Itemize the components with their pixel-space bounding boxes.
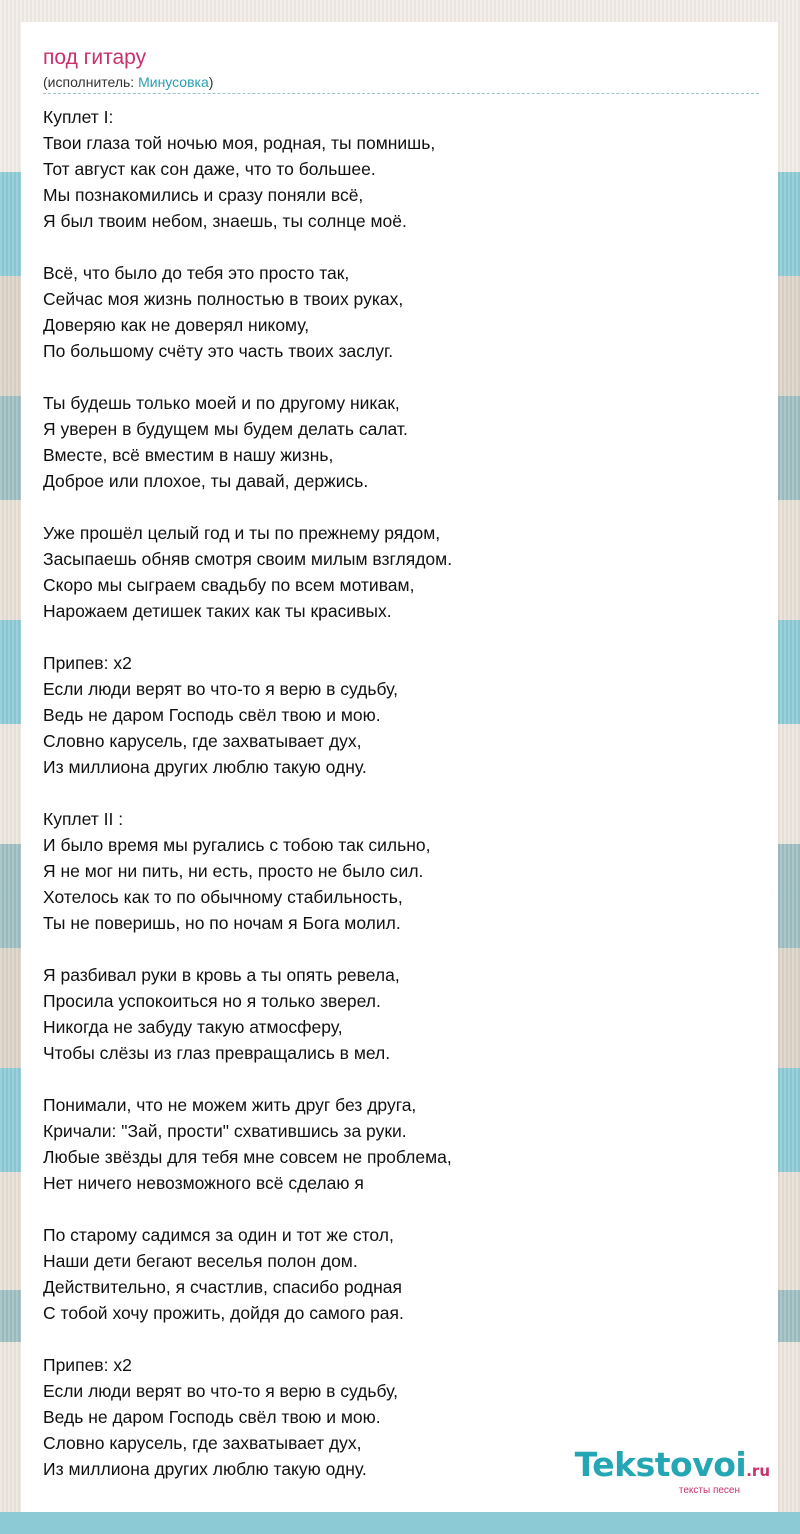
stanza-gap	[43, 494, 763, 520]
lyric-line: Сейчас моя жизнь полностью в твоих руках,	[43, 289, 404, 309]
lyric-line: Кричали: "Зай, прости" схватившись за руки.	[43, 1121, 407, 1141]
lyric-line: С тобой хочу прожить, дойдя до самого рая.	[43, 1303, 404, 1323]
lyric-line: Припев: x2	[43, 653, 132, 673]
bottom-stripe	[0, 1512, 800, 1534]
lyric-line: Доверяю как не доверял никому,	[43, 315, 310, 335]
lyric-line: Если люди верят во что-то я верю в судьбу,	[43, 1381, 398, 1401]
lyric-line: Вместе, всё вместим в нашу жизнь,	[43, 445, 334, 465]
logo-domain: .ru	[746, 1462, 770, 1480]
lyric-line: Если люди верят во что-то я верю в судьбу,	[43, 679, 398, 699]
header-divider	[43, 93, 759, 94]
performer-line	[43, 73, 213, 91]
stanza-gap	[43, 234, 763, 260]
lyric-line: Из миллиона других люблю такую одну.	[43, 1459, 367, 1479]
lyric-line: Твои глаза той ночью моя, родная, ты помнишь,	[43, 133, 436, 153]
lyric-line: Ведь не даром Господь свёл твою и мою.	[43, 1407, 381, 1427]
lyric-line: Я разбивал руки в кровь а ты опять ревела,	[43, 965, 400, 985]
lyric-line: Ты будешь только моей и по другому никак,	[43, 393, 400, 413]
lyric-line: Куплет I:	[43, 107, 114, 127]
lyric-line: Я уверен в будущем мы будем делать салат.	[43, 419, 408, 439]
lyric-line: Я не мог ни пить, ни есть, просто не было сил.	[43, 861, 424, 881]
lyric-line: Любые звёзды для тебя мне совсем не проблема,	[43, 1147, 452, 1167]
stanza-gap	[43, 780, 763, 806]
stanza-gap	[43, 624, 763, 650]
lyric-line: Нарожаем детишек таких как ты красивых.	[43, 601, 392, 621]
logo-wordmark	[575, 1447, 770, 1489]
lyric-line: Припев: x2	[43, 1355, 132, 1375]
lyrics-card	[21, 22, 778, 1512]
lyric-line: Всё, что было до тебя это просто так,	[43, 263, 350, 283]
lyric-line: Просила успокоиться но я только зверел.	[43, 991, 381, 1011]
lyric-line: Ведь не даром Господь свёл твою и мою.	[43, 705, 381, 725]
lyric-line: Скоро мы сыграем свадьбу по всем мотивам,	[43, 575, 415, 595]
stanza-gap	[43, 936, 763, 962]
lyric-line: По старому садимся за один и тот же стол,	[43, 1225, 394, 1245]
lyric-line: Тот август как сон даже, что то большее.	[43, 159, 376, 179]
performer-prefix: (исполнитель:	[43, 74, 139, 90]
lyrics-text	[43, 104, 763, 1482]
lyric-line: Понимали, что не можем жить друг без друга,	[43, 1095, 417, 1115]
stanza-gap	[43, 364, 763, 390]
logo-tagline: тексты песен	[678, 1485, 740, 1496]
lyric-line: Действительно, я счастлив, спасибо родная	[43, 1277, 403, 1297]
lyric-line: По большому счёту это часть твоих заслуг.	[43, 341, 394, 361]
lyric-line: Словно карусель, где захватывает дух,	[43, 1433, 362, 1453]
lyric-line: Чтобы слёзы из глаз превращались в мел.	[43, 1043, 391, 1063]
lyric-line: Из миллиона других люблю такую одну.	[43, 757, 367, 777]
lyric-line: Наши дети бегают веселья полон дом.	[43, 1251, 358, 1271]
lyric-line: Куплет II :	[43, 809, 124, 829]
site-logo[interactable]	[575, 1447, 770, 1497]
lyric-line: И было время мы ругались с тобою так сильно,	[43, 835, 431, 855]
lyric-line: Я был твоим небом, знаешь, ты солнце моё.	[43, 211, 407, 231]
performer-link[interactable]: Минусовка	[138, 74, 209, 90]
lyric-line: Ты не поверишь, но по ночам я Бога молил.	[43, 913, 401, 933]
lyric-line: Никогда не забуду такую атмосферу,	[43, 1017, 343, 1037]
stanza-gap	[43, 1326, 763, 1352]
lyric-line: Хотелось как то по обычному стабильность,	[43, 887, 403, 907]
stanza-gap	[43, 1066, 763, 1092]
lyric-line: Доброе или плохое, ты давай, держись.	[43, 471, 369, 491]
song-title: под гитару	[43, 46, 147, 69]
lyric-line: Уже прошёл целый год и ты по прежнему рядом,	[43, 523, 441, 543]
stanza-gap	[43, 1196, 763, 1222]
lyric-line: Засыпаешь обняв смотря своим милым взглядом.	[43, 549, 453, 569]
lyric-line: Нет ничего невозможного всё сделаю я	[43, 1173, 364, 1193]
performer-suffix: )	[208, 74, 214, 90]
logo-name: Tekstovoi	[574, 1445, 747, 1484]
lyric-line: Мы познакомились и сразу поняли всё,	[43, 185, 364, 205]
lyric-line: Словно карусель, где захватывает дух,	[43, 731, 362, 751]
